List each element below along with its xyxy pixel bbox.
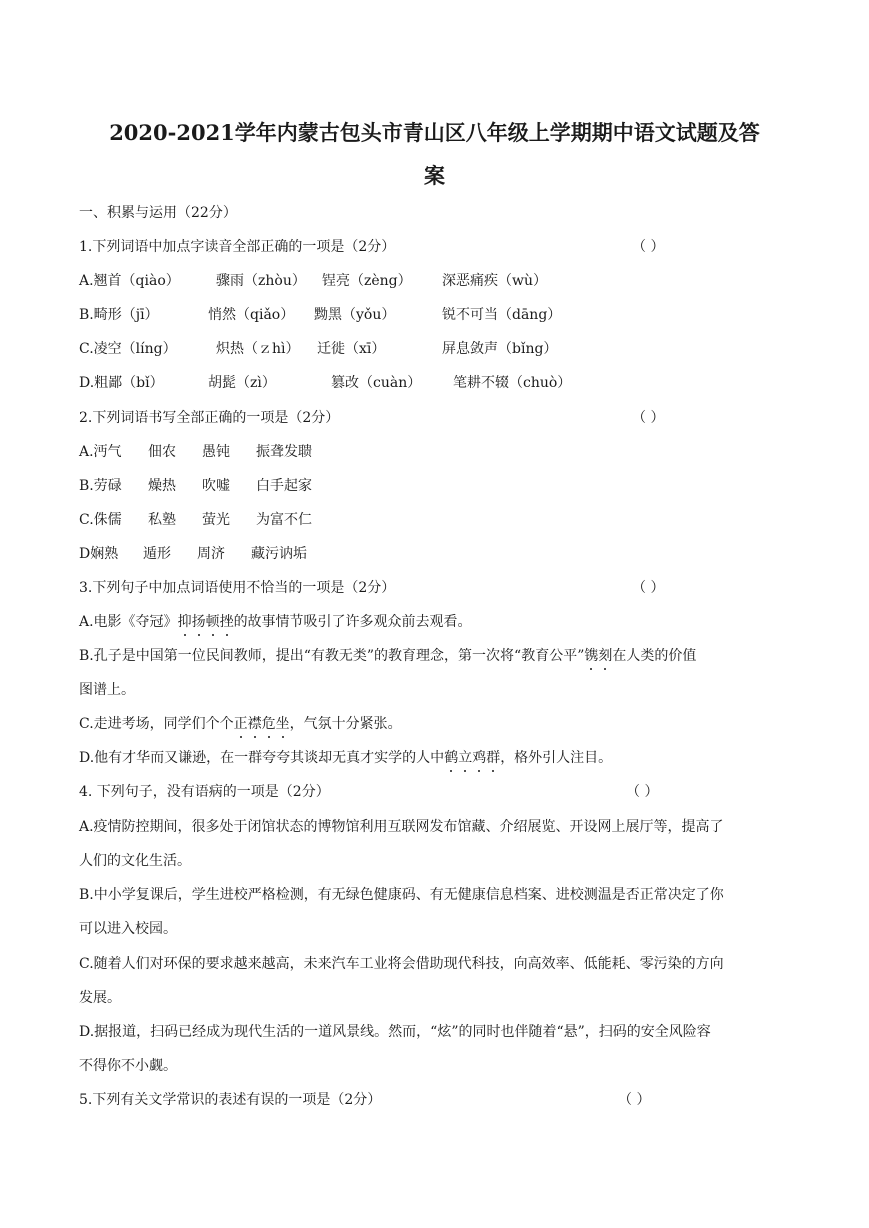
- q2-b-1: B.劳碌: [79, 478, 122, 494]
- q2-c-3: 萤光: [202, 512, 230, 528]
- q2-c-1: C.侏儒: [79, 512, 122, 528]
- q2-option-a: [79, 443, 312, 461]
- q2-d-4: 藏污讷垢: [251, 546, 307, 562]
- emphasis-dotted-char: 襟: [247, 716, 262, 732]
- q4-option-d-line2: 不得你不小觑。: [79, 1058, 177, 1074]
- q1-d-4: 笔耕不辍（chuò）: [453, 375, 572, 391]
- emphasis-dotted-char: 抑: [177, 614, 192, 630]
- q1-option-d: [79, 374, 571, 392]
- q1-c-1: C.凌空（líng）: [79, 341, 177, 357]
- q4-option-c-line1: C.随着人们对环保的要求越来越高，未来汽车工业将会借助现代科技，向高效率、低能耗、零污染的方向: [79, 956, 724, 972]
- emphasis-dotted-char: 鹤: [444, 750, 459, 766]
- q3-option-b: [79, 647, 696, 665]
- q2-b-4: 白手起家: [256, 478, 312, 494]
- q1-stem: 1.下列词语中加点字读音全部正确的一项是（2分）: [79, 239, 396, 255]
- q1-b-4: 锐不可当（dāng）: [442, 307, 562, 323]
- q4-stem: 4. 下列句子，没有语病的一项是（2分）: [79, 784, 330, 800]
- q4-option-c-line2: 发展。: [79, 990, 121, 1006]
- q3-d-pre: D.他有才华而又谦逊，在一群夸夸其谈却无真才实学的人中: [79, 750, 445, 766]
- q1-a-4: 深恶痛疾（wù）: [442, 273, 547, 289]
- q1-d-3: 篡改（cuàn）: [331, 375, 422, 391]
- q5-answer-blank: （ ）: [618, 1092, 651, 1108]
- q1-c-4: 屏息敛声（bǐng）: [442, 341, 558, 357]
- q1-option-c: [79, 340, 557, 358]
- q4-option-d-line1: D.据报道，扫码已经成为现代生活的一道风景线。然而，“炫”的同时也伴随着“悬”，扫码的安全风险容: [79, 1024, 711, 1040]
- emphasis-dotted-char: 立: [458, 750, 473, 766]
- q3-b-pre: B.孔子是中国第一位民间教师，提出“有教无类”的教育理念，第一次将“教育公平”: [79, 648, 585, 664]
- emphasis-dotted-char: 鸡: [472, 750, 487, 766]
- q2-option-d: [79, 545, 307, 563]
- q3-c-dotted-word: [234, 716, 290, 732]
- q2-d-3: 周济: [197, 546, 225, 562]
- emphasis-dotted-char: 坐: [275, 716, 290, 732]
- q1-d-1: D.粗鄙（bǐ）: [79, 375, 164, 391]
- q2-option-b: [79, 477, 312, 495]
- document-title-line1: 2020-2021学年内蒙古包头市青山区八年级上学期期中语文试题及答: [109, 120, 760, 145]
- q2-a-1: A.沔气: [79, 444, 122, 460]
- q3-d-post: ，格外引人注目。: [500, 750, 613, 766]
- emphasis-dotted-char: 镌: [584, 648, 599, 664]
- q3-a-post: 的故事情节吸引了许多观众前去观看。: [233, 614, 472, 630]
- q3-c-pre: C.走进考场，同学们个个: [79, 716, 234, 732]
- q3-answer-blank: （ ）: [632, 580, 665, 596]
- q1-c-3: 迁徙（xī）: [317, 341, 386, 357]
- q2-c-2: 私塾: [148, 512, 176, 528]
- q5-stem: 5.下列有关文学常识的表述有误的一项是（2分）: [79, 1092, 382, 1108]
- emphasis-dotted-char: 扬: [191, 614, 206, 630]
- emphasis-dotted-char: 群: [486, 750, 501, 766]
- q3-option-b-cont: 图谱上。: [79, 682, 135, 698]
- q2-option-c: [79, 511, 312, 529]
- q3-stem: 3.下列句子中加点词语使用不恰当的一项是（2分）: [79, 580, 396, 596]
- emphasis-dotted-char: 正: [233, 716, 248, 732]
- q4-option-b-line2: 可以进入校园。: [79, 921, 177, 937]
- q2-d-2: 遁形: [143, 546, 171, 562]
- section-heading: 一、积累与运用（22分）: [79, 205, 237, 221]
- q3-d-dotted-word: [444, 750, 500, 766]
- q4-option-a-line2: 人们的文化生活。: [79, 853, 191, 869]
- emphasis-dotted-char: 挫: [219, 614, 234, 630]
- q2-a-4: 振聋发聩: [256, 444, 312, 460]
- q4-option-b-line1: B.中小学复课后，学生进校严格检测，有无绿色健康码、有无健康信息档案、进校测温是否正常决定了你: [79, 887, 724, 903]
- q2-c-4: 为富不仁: [256, 512, 312, 528]
- q2-d-1: D娴熟: [79, 546, 119, 562]
- q1-a-2: 骤雨（zhòu）: [216, 273, 306, 289]
- q1-d-2: 胡髭（zì）: [208, 375, 276, 391]
- q1-b-2: 悄然（qiǎo）: [208, 307, 295, 323]
- q3-a-dotted-word: [178, 614, 234, 630]
- q1-c-2: 炽热（ｚhì）: [216, 341, 300, 357]
- q2-stem: 2.下列词语书写全部正确的一项是（2分）: [79, 410, 340, 426]
- q2-answer-blank: （ ）: [632, 410, 665, 426]
- q2-a-2: 佃农: [148, 444, 176, 460]
- q3-b-dotted-word: [584, 648, 612, 664]
- q2-b-2: 燥热: [148, 478, 176, 494]
- emphasis-dotted-char: 顿: [205, 614, 220, 630]
- q1-option-a: [79, 272, 547, 290]
- q3-a-pre: A.电影《夺冠》: [79, 614, 178, 630]
- q1-b-1: B.畸形（jī）: [79, 307, 159, 323]
- document-title-line2: 案: [424, 163, 445, 188]
- q3-option-a: [79, 613, 472, 631]
- q1-a-1: A.翘首（qiào）: [79, 273, 180, 289]
- q1-a-3: 锃亮（zèng）: [322, 273, 412, 289]
- q4-answer-blank: （ ）: [626, 784, 659, 800]
- emphasis-dotted-char: 危: [261, 716, 276, 732]
- q2-a-3: 愚钝: [202, 444, 230, 460]
- q4-option-a-line1: A.疫情防控期间，很多处于闭馆状态的博物馆利用互联网发布馆藏、介绍展览、开设网上展厅等，提高了: [79, 819, 724, 835]
- q3-c-post: ，气氛十分紧张。: [289, 716, 402, 732]
- q1-option-b: [79, 306, 561, 324]
- q3-option-d: [79, 749, 612, 767]
- q1-answer-blank: （ ）: [632, 239, 665, 255]
- emphasis-dotted-char: 刻: [598, 648, 613, 664]
- q2-b-3: 吹嘘: [202, 478, 230, 494]
- q3-option-c: [79, 715, 402, 733]
- q1-b-3: 黝黑（yǒu）: [314, 307, 396, 323]
- q3-b-post: 在人类的价值: [612, 648, 697, 664]
